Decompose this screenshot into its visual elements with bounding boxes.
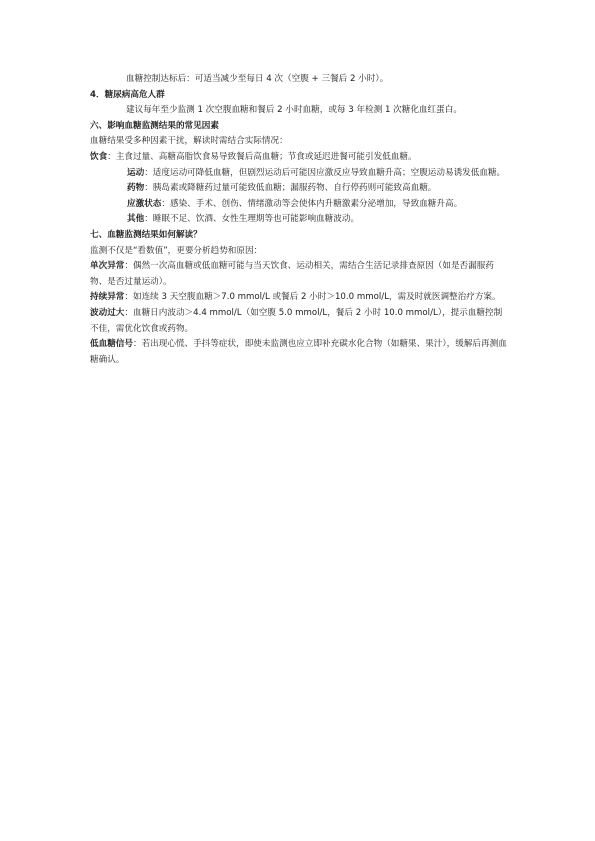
interpret-label: 持续异常 bbox=[90, 292, 125, 303]
interpret-persist bbox=[90, 290, 508, 306]
factor-text: ：适度运动可降低血糖，但剧烈运动后可能因应激反应导致血糖升高；空腹运动易诱发低血糖。 bbox=[144, 167, 506, 178]
factor-text: ：胰岛素或降糖药过量可能致低血糖；漏服药物、自行停药则可能致高血糖。 bbox=[144, 183, 437, 194]
interpret-label: 单次异常 bbox=[90, 261, 125, 272]
factor-text: ：感染、手术、创伤、情绪激动等会使体内升糖激素分泌增加，导致血糖升高。 bbox=[161, 198, 463, 209]
interpret-label: 波动过大 bbox=[90, 307, 125, 318]
factor-stress bbox=[90, 197, 508, 213]
frequency-note: 血糖控制达标后：可适当减少至每日 4 次（空腹 + 三餐后 2 小时）。 bbox=[126, 74, 389, 84]
factor-label: 其他 bbox=[127, 214, 145, 225]
factor-sport bbox=[90, 166, 508, 182]
factor-label: 饮食 bbox=[90, 151, 108, 162]
section-heading-high-risk: 4．糖尿病高危人群 bbox=[90, 89, 165, 100]
interpret-label: 低血糖信号 bbox=[90, 339, 133, 350]
document-body bbox=[90, 72, 508, 368]
factor-text: ：睡眠不足、饮酒、女性生理期等也可能影响血糖波动。 bbox=[144, 214, 360, 225]
section-heading-factors: 六、影响血糖监测结果的常见因素 bbox=[90, 120, 219, 131]
interpret-text: ：偶然一次高血糖或低血糖可能与当天饮食、运动相关，需结合生活记录排查原因（如是否漏服药物、是否过量运动）。 bbox=[90, 261, 494, 287]
factor-label: 运动 bbox=[127, 167, 145, 178]
factors-intro: 血糖结果受多种因素干扰，解读时需结合实际情况： bbox=[90, 136, 288, 147]
factor-label: 药物 bbox=[127, 183, 145, 194]
factor-drug bbox=[90, 181, 508, 197]
interpret-single bbox=[90, 259, 508, 290]
interpret-intro: 监测不仅是“看数值”，更要分析趋势和原因： bbox=[90, 245, 263, 256]
interpret-text: ：如连续 3 天空腹血糖＞7.0 mmol/L 或餐后 2 小时＞10.0 mmol/L，需及时就医调整治疗方案。 bbox=[124, 292, 501, 303]
interpret-low bbox=[90, 337, 508, 368]
section-heading-interpret: 七、血糖监测结果如何解读？ bbox=[90, 229, 202, 240]
factor-diet bbox=[90, 150, 508, 166]
interpret-wave bbox=[90, 306, 508, 337]
factor-other bbox=[90, 212, 508, 228]
interpret-text: ：若出现心慌、手抖等症状，即使未监测也应立即补充碳水化合物（如糖果、果汁），缓解后再测血糖确认。 bbox=[90, 339, 507, 365]
high-risk-advice: 建议每年至少监测 1 次空腹血糖和餐后 2 小时血糖，或每 3 年检测 1 次糖化血红蛋白。 bbox=[126, 105, 462, 116]
interpret-text: ：血糖日内波动＞4.4 mmol/L（如空腹 5.0 mmol/L，餐后 2 小时 10.0 mmol/L），提示血糖控制不佳，需优化饮食或药物。 bbox=[90, 307, 503, 334]
factor-text: ：主食过量、高糖高脂饮食易导致餐后高血糖；节食或延迟进餐可能引发低血糖。 bbox=[107, 151, 417, 162]
factor-label: 应激状态 bbox=[127, 198, 162, 209]
